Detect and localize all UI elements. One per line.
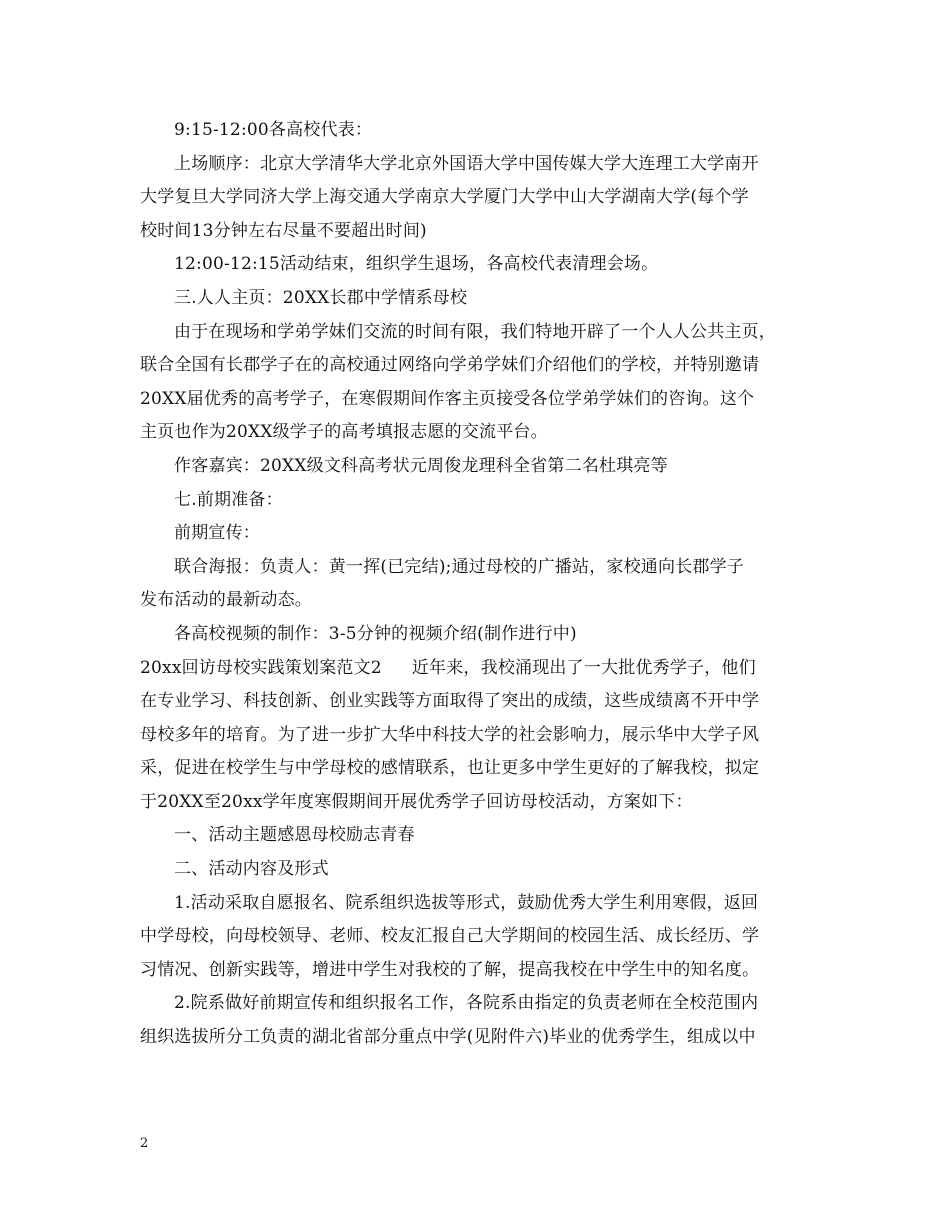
paragraph-line: 由于在现场和学弟学妹们交流的时间有限，我们特地开辟了一个人人公共主页， [174,321,776,342]
paragraph-line: 12:00-12:15活动结束，组织学生退场，各高校代表清理会场。 [174,254,659,275]
page-number: 2 [140,1136,149,1151]
paragraph-line: 中学母校，向母校领导、老师、校友汇报自己大学期间的校园生活、成长经历、学 [140,926,760,947]
paragraph-line: 组织选拔所分工负责的湖北省部分重点中学(见附件六)毕业的优秀学生，组成以中 [140,1027,756,1048]
paragraph-line: 联合全国有长郡学子在的高校通过网络向学弟学妹们介绍他们的学校，并特别邀请 [140,355,760,376]
paragraph-line: 各高校视频的制作：3-5分钟的视频介绍(制作进行中) [174,623,577,644]
paragraph-line: 采，促进在校学生与中学母校的感情联系，也让更多中学生更好的了解我校，拟定 [140,758,760,779]
paragraph-line: 母校多年的培育。为了进一步扩大华中科技大学的社会影响力，展示华中大学子风 [140,724,760,745]
paragraph-line: 大学复旦大学同济大学上海交通大学南京大学厦门大学中山大学湖南大学(每个学 [140,187,749,208]
section-heading: 三.人人主页：20XX长郡中学情系母校 [174,287,468,308]
section-heading: 二、活动内容及形式 [174,859,329,880]
paragraph-line: 1.活动采取自愿报名、院系组织选拔等形式，鼓励优秀大学生利用寒假，返回 [174,892,759,913]
paragraph-line: 发布活动的最新动态。 [140,590,312,611]
paragraph-line: 主页也作为20XX级学子的高考填报志愿的交流平台。 [140,422,548,443]
paragraph-text: 近年来，我校涌现出了一大批优秀学子，他们 [411,657,756,678]
paragraph-line: 上场顺序：北京大学清华大学北京外国语大学中国传媒大学大连理工大学南开 [174,153,759,174]
paragraph-line: 作客嘉宾：20XX级文科高考状元周俊龙理科全省第二名杜琪亮等 [174,455,668,476]
paragraph-line [140,652,816,686]
paragraph-line: 在专业学习、科技创新、创业实践等方面取得了突出的成绩，这些成绩离不开中学 [140,691,760,712]
paragraph-line: 联合海报：负责人：黄一挥(已完结);通过母校的广播站，家校通向长郡学子 [174,556,744,577]
document-body [140,114,816,1055]
paragraph-line: 2.院系做好前期宣传和组织报名工作，各院系由指定的负责老师在全校范围内 [174,993,759,1014]
article-title: 20xx回访母校实践策划案范文2 [140,657,382,678]
section-heading: 一、活动主题感恩母校励志青春 [174,825,415,846]
section-heading: 七.前期准备： [174,489,283,510]
subsection-heading: 前期宣传： [174,523,260,544]
paragraph-line: 20XX届优秀的高考学子，在寒假期间作客主页接受各位学弟学妹们的咨询。这个 [140,388,755,409]
paragraph-line: 9:15-12:00各高校代表： [174,120,373,140]
paragraph-line: 于20XX至20xx学年度寒假期间开展优秀学子回访母校活动，方案如下： [140,791,693,812]
paragraph-line: 校时间13分钟左右尽量不要超出时间) [140,220,427,241]
paragraph-line: 习情况、创新实践等，增进中学生对我校的了解，提高我校在中学生中的知名度。 [140,959,760,980]
